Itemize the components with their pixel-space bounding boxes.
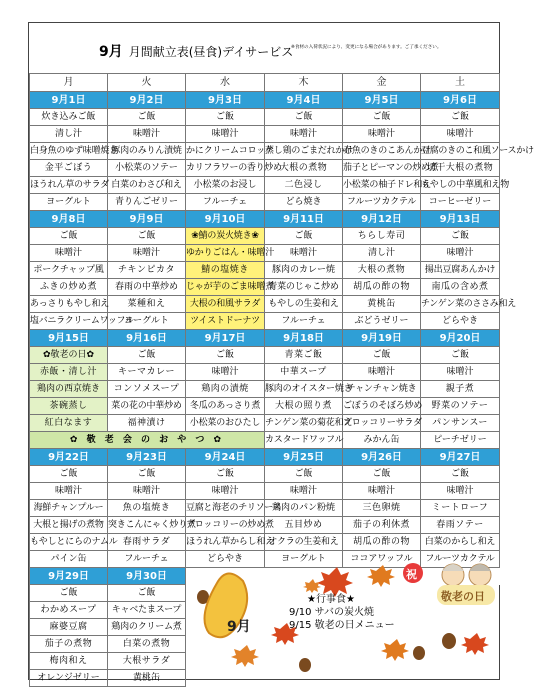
- dessert-cell: どら焼き: [265, 194, 343, 211]
- dessert-cell: どらやき: [421, 313, 500, 330]
- dish-cell: 白菜の煮物: [108, 636, 186, 653]
- dessert-cell: フルーチェ: [108, 551, 186, 568]
- dessert-cell: ぶどうゼリー: [343, 313, 421, 330]
- keiro-label: [437, 585, 495, 605]
- iwai-badge: [403, 563, 423, 583]
- dish-cell: 味噌汁: [343, 126, 421, 143]
- dish-row: [30, 177, 500, 194]
- dish-cell: 魚の塩焼き: [108, 500, 186, 517]
- keiro-snack-banner: ✿ 敬 老 会 の お や つ ✿: [30, 432, 265, 449]
- weekday-fri: 金: [343, 74, 421, 92]
- dish-cell: 冬瓜のあっさり煮: [186, 398, 265, 415]
- event-heading: ★行事食★: [307, 594, 355, 605]
- dish-cell: じゃが芋のごま味噌煮: [186, 279, 265, 296]
- dish-cell: 五目炒め: [265, 517, 343, 534]
- date-row: [30, 330, 500, 347]
- dish-cell: ご飯: [108, 109, 186, 126]
- dish-cell: 赤魚のきのこあんかけ: [343, 143, 421, 160]
- dish-cell: 春雨の中華炒め: [108, 279, 186, 296]
- dish-cell: 味噌汁: [186, 126, 265, 143]
- dessert-cell: 黄桃缶: [108, 670, 186, 687]
- dessert-cell: コーヒーゼリー: [421, 194, 500, 211]
- dish-cell: 鶏肉の漬焼: [186, 381, 265, 398]
- dish-cell: 親子煮: [421, 381, 500, 398]
- event-box: [289, 593, 395, 632]
- dish-cell: 豚肉のみりん漬焼: [108, 143, 186, 160]
- date-cell: 9月19日: [343, 330, 421, 347]
- dish-cell: ご飯: [265, 228, 343, 245]
- dish-cell: カリフラワーの香り炒め: [186, 160, 265, 177]
- dish-cell: 菜種和え: [108, 296, 186, 313]
- dessert-cell: フルーチェ: [265, 313, 343, 330]
- dish-cell: ポークチャップ風: [30, 262, 108, 279]
- dish-cell: ご飯: [108, 347, 186, 364]
- dish-cell: 味噌汁: [265, 126, 343, 143]
- dish-cell: 揚出豆腐あんかけ: [421, 262, 500, 279]
- month-badge: [205, 573, 251, 637]
- dessert-cell: ヨーグルト: [108, 313, 186, 330]
- dish-cell: 黄桃缶: [343, 296, 421, 313]
- dessert-cell: ヨーグルト: [265, 551, 343, 568]
- dessert-cell: ツイストドーナツ: [186, 313, 265, 330]
- dish-cell: 二色浸し: [265, 177, 343, 194]
- dish-cell: 清し汁: [343, 245, 421, 262]
- weekday-tue: 火: [108, 74, 186, 92]
- dish-cell: 春雨ソテー: [421, 517, 500, 534]
- dish-cell: 鶏肉のクリーム煮: [108, 619, 186, 636]
- date-cell: 9月5日: [343, 92, 421, 109]
- date-row: [30, 92, 500, 109]
- dish-cell: 茄子とピーマンの炒め煮: [343, 160, 421, 177]
- date-cell: 9月16日: [108, 330, 186, 347]
- dish-cell: 青菜のじゃこ炒め: [265, 279, 343, 296]
- dish-cell: ブロッコリーの炒め煮: [186, 517, 265, 534]
- dish-cell: 南瓜の含め煮: [421, 279, 500, 296]
- dish-cell: 胡瓜の酢の物: [343, 279, 421, 296]
- dessert-cell: どらやき: [186, 551, 265, 568]
- dish-cell: ご飯: [30, 228, 108, 245]
- date-cell: 9月9日: [108, 211, 186, 228]
- dish-cell: 豆腐と海老のチリソース: [186, 500, 265, 517]
- date-cell: 9月23日: [108, 449, 186, 466]
- dish-cell: 赤飯・清し汁: [30, 364, 108, 381]
- dish-row: [30, 143, 500, 160]
- dish-cell: ご飯: [108, 466, 186, 483]
- dish-row: [30, 500, 500, 517]
- dish-cell: ご飯: [30, 585, 108, 602]
- dessert-cell: パイン缶: [30, 551, 108, 568]
- dish-cell: 紅白なます: [30, 415, 108, 432]
- dish-cell: 小松菜のお浸し: [186, 177, 265, 194]
- dish-row: [30, 126, 500, 143]
- dish-cell: ご飯: [186, 109, 265, 126]
- dish-cell: ❀鯖の炭火焼き❀: [186, 228, 265, 245]
- dish-cell: 白菜のからし和え: [421, 534, 500, 551]
- title-month: 9月: [99, 44, 123, 60]
- dish-cell: キャベたまスープ: [108, 602, 186, 619]
- date-row: [30, 449, 500, 466]
- dish-cell: 小松菜のおひたし: [186, 415, 265, 432]
- date-cell: 9月25日: [265, 449, 343, 466]
- dish-cell: 味噌汁: [30, 483, 108, 500]
- date-cell: 9月27日: [421, 449, 500, 466]
- dish-cell: 鶏肉のパン粉焼: [265, 500, 343, 517]
- dish-cell: かにクリームコロッケ: [186, 143, 265, 160]
- date-cell: 9月10日: [186, 211, 265, 228]
- dessert-cell: フルーツカクテル: [421, 551, 500, 568]
- dish-cell: もやしとにらのナムル: [30, 534, 108, 551]
- dish-cell: ご飯: [421, 228, 500, 245]
- event-item: 9/15 敬老の日メニュー: [289, 620, 395, 631]
- dessert-cell: オレンジゼリー: [30, 670, 108, 687]
- dish-cell: 豚肉のカレー焼: [265, 262, 343, 279]
- dish-row: [30, 483, 500, 500]
- dish-row: [30, 262, 500, 279]
- dish-cell: ご飯: [186, 466, 265, 483]
- dish-cell: チンゲン菜のささみ和え: [421, 296, 500, 313]
- dish-cell: 小松菜のソテー: [108, 160, 186, 177]
- dish-cell: 味噌汁: [343, 364, 421, 381]
- dish-cell: 豚肉のオイスター焼き: [265, 381, 343, 398]
- dish-cell: 麻婆豆腐: [30, 619, 108, 636]
- dish-cell: 茶碗蒸し: [30, 398, 108, 415]
- dish-cell: 茄子の利休煮: [343, 517, 421, 534]
- dish-cell: 菜の花の中華炒め: [108, 398, 186, 415]
- dish-cell: チンゲン菜の菊花和え: [265, 415, 343, 432]
- dish-cell: 味噌汁: [421, 364, 500, 381]
- dish-cell: ご飯: [186, 347, 265, 364]
- dish-cell: ご飯: [108, 585, 186, 602]
- menu-sheet: [28, 22, 534, 683]
- dish-cell: わかめスープ: [30, 602, 108, 619]
- dessert-cell: カスタードワッフル: [265, 432, 343, 449]
- dish-cell: 味噌汁: [186, 364, 265, 381]
- date-cell: 9月17日: [186, 330, 265, 347]
- date-cell: 9月1日: [30, 92, 108, 109]
- dish-cell: もやしの中華風和え物: [421, 177, 500, 194]
- dish-cell: 鯖の塩焼き: [186, 262, 265, 279]
- dish-cell: ご飯: [108, 228, 186, 245]
- dish-cell: 青菜ご飯: [265, 347, 343, 364]
- dessert-cell: 塩バニラクリームワッフル: [30, 313, 108, 330]
- month-badge-text: 9月: [227, 619, 251, 635]
- dish-cell: ほうれん草からし和え: [186, 534, 265, 551]
- dish-cell: 白身魚のゆず味噌焼き: [30, 143, 108, 160]
- dish-cell: オクラの生姜和え: [265, 534, 343, 551]
- date-cell: 9月12日: [343, 211, 421, 228]
- dish-cell: 炊き込みご飯: [30, 109, 108, 126]
- dish-cell: 味噌汁: [265, 483, 343, 500]
- dish-cell: 野菜のソテー: [421, 398, 500, 415]
- dish-row: [30, 517, 500, 534]
- dish-cell: ふきの炒め煮: [30, 279, 108, 296]
- date-cell: 9月30日: [108, 568, 186, 585]
- dish-cell: あっさりもやし和え: [30, 296, 108, 313]
- dish-row: [30, 415, 500, 432]
- dessert-cell: フルーチェ: [186, 194, 265, 211]
- dessert-cell: ココアワッフル: [343, 551, 421, 568]
- dessert-cell: みかん缶: [343, 432, 421, 449]
- dish-row: [30, 364, 500, 381]
- dessert-row: [30, 432, 500, 449]
- weekday-row: [30, 74, 500, 92]
- dish-cell: 白菜のわさび和え: [108, 177, 186, 194]
- dish-cell: 味噌汁: [186, 483, 265, 500]
- date-cell: 9月13日: [421, 211, 500, 228]
- dish-cell: ご飯: [30, 466, 108, 483]
- dish-cell: 切干大根の煮物: [421, 160, 500, 177]
- dessert-cell: 青りんごゼリー: [108, 194, 186, 211]
- dish-cell: コンソメスープ: [108, 381, 186, 398]
- dish-row: [30, 245, 500, 262]
- dessert-row: [30, 313, 500, 330]
- dish-cell: 味噌汁: [343, 483, 421, 500]
- dish-row: [30, 381, 500, 398]
- dish-cell: ゆかりごはん・味噌汁: [186, 245, 265, 262]
- dessert-cell: フルーツカクテル: [343, 194, 421, 211]
- title-text: 月間献立表(昼食)デイサービス: [128, 45, 294, 59]
- dish-cell: 鶏肉の西京焼き: [30, 381, 108, 398]
- dish-cell: 中華スープ: [265, 364, 343, 381]
- dish-cell: ご飯: [265, 109, 343, 126]
- dish-cell: 梅肉和え: [30, 653, 108, 670]
- dish-cell: ご飯: [343, 109, 421, 126]
- dish-cell: パンサンスー: [421, 415, 500, 432]
- date-cell: 9月3日: [186, 92, 265, 109]
- dish-cell: 味噌汁: [265, 245, 343, 262]
- dish-cell: ごぼうのそぼろ炒め: [343, 398, 421, 415]
- dish-row: [30, 109, 500, 126]
- dish-cell: 小松菜の柚子ドレ和え: [343, 177, 421, 194]
- dish-cell: 大根サラダ: [108, 653, 186, 670]
- dessert-cell: ヨーグルト: [30, 194, 108, 211]
- dish-cell: 清し汁: [30, 126, 108, 143]
- dish-cell: ちらし寿司: [343, 228, 421, 245]
- date-cell: 9月20日: [421, 330, 500, 347]
- date-cell: 9月2日: [108, 92, 186, 109]
- dish-cell: 味噌汁: [421, 483, 500, 500]
- dish-cell: ご飯: [421, 466, 500, 483]
- date-cell: 9月6日: [421, 92, 500, 109]
- dish-row: [30, 347, 500, 364]
- dish-row: [30, 534, 500, 551]
- date-cell: 9月22日: [30, 449, 108, 466]
- dish-cell: チャンチャン焼き: [343, 381, 421, 398]
- dish-cell: 三色卵焼: [343, 500, 421, 517]
- dish-cell: 春雨サラダ: [108, 534, 186, 551]
- dish-cell: 大根の煮物: [265, 160, 343, 177]
- date-cell: 9月11日: [265, 211, 343, 228]
- dish-cell: ご飯: [421, 109, 500, 126]
- dish-cell: 大根の煮物: [343, 262, 421, 279]
- dish-cell: 豆腐のきのこ和風ソースかけ: [421, 143, 500, 160]
- dish-cell: ご飯: [265, 466, 343, 483]
- dish-row: [30, 228, 500, 245]
- dish-cell: もやしの生姜和え: [265, 296, 343, 313]
- dish-cell: 大根の照り煮: [265, 398, 343, 415]
- dish-row: [30, 466, 500, 483]
- weekday-sat: 土: [421, 74, 500, 92]
- dish-row: [30, 279, 500, 296]
- dessert-row: [30, 194, 500, 211]
- iwai-text: 祝: [406, 568, 417, 581]
- date-row: [30, 211, 500, 228]
- title-note: ※食材の入荷状況により、変更になる場合があります。ご了承ください。: [291, 45, 442, 50]
- dish-row: [30, 398, 500, 415]
- dessert-cell: ピーチゼリー: [421, 432, 500, 449]
- dish-cell: ほうれん草のサラダ: [30, 177, 108, 194]
- date-cell: 9月24日: [186, 449, 265, 466]
- dish-row: [30, 296, 500, 313]
- dish-cell: 味噌汁: [108, 126, 186, 143]
- date-cell: 9月4日: [265, 92, 343, 109]
- dish-cell: 味噌汁: [421, 245, 500, 262]
- dish-cell: 金平ごぼう: [30, 160, 108, 177]
- dish-row: [30, 160, 500, 177]
- date-cell: 9月8日: [30, 211, 108, 228]
- keiro-label-text: 敬老の日: [441, 590, 485, 603]
- dish-cell: 大根の和風サラダ: [186, 296, 265, 313]
- dish-cell: ご飯: [421, 347, 500, 364]
- dish-cell: 味噌汁: [30, 245, 108, 262]
- dish-cell: チキンピカタ: [108, 262, 186, 279]
- dish-cell: ミートローフ: [421, 500, 500, 517]
- date-cell: 9月18日: [265, 330, 343, 347]
- weekday-wed: 水: [186, 74, 265, 92]
- dish-cell: 味噌汁: [421, 126, 500, 143]
- page-title: [99, 41, 293, 61]
- dish-cell: キーマカレー: [108, 364, 186, 381]
- date-cell: 9月29日: [30, 568, 108, 585]
- dish-cell: 突きこんにゃく炒り煮: [108, 517, 186, 534]
- title-area: [29, 23, 499, 74]
- weekday-thu: 木: [265, 74, 343, 92]
- weekday-mon: 月: [30, 74, 108, 92]
- elderly-couple-icon: [442, 564, 491, 586]
- dish-cell: 大根と揚げの煮物: [30, 517, 108, 534]
- dish-cell: ブロッコリーサラダ: [343, 415, 421, 432]
- dish-cell: ご飯: [343, 466, 421, 483]
- dish-cell: ご飯: [343, 347, 421, 364]
- dish-cell: 味噌汁: [108, 483, 186, 500]
- dish-cell: 味噌汁: [108, 245, 186, 262]
- dish-cell: 茄子の煮物: [30, 636, 108, 653]
- dish-cell: 蒸し鶏のごまだれかけ: [265, 143, 343, 160]
- event-item: 9/10 サバの炭火焼: [289, 607, 375, 618]
- dish-cell: ✿敬老の日✿: [30, 347, 108, 364]
- dish-cell: 海鮮チャンプルー: [30, 500, 108, 517]
- date-cell: 9月26日: [343, 449, 421, 466]
- date-cell: 9月15日: [30, 330, 108, 347]
- dish-cell: 福神漬け: [108, 415, 186, 432]
- dish-cell: 胡瓜の酢の物: [343, 534, 421, 551]
